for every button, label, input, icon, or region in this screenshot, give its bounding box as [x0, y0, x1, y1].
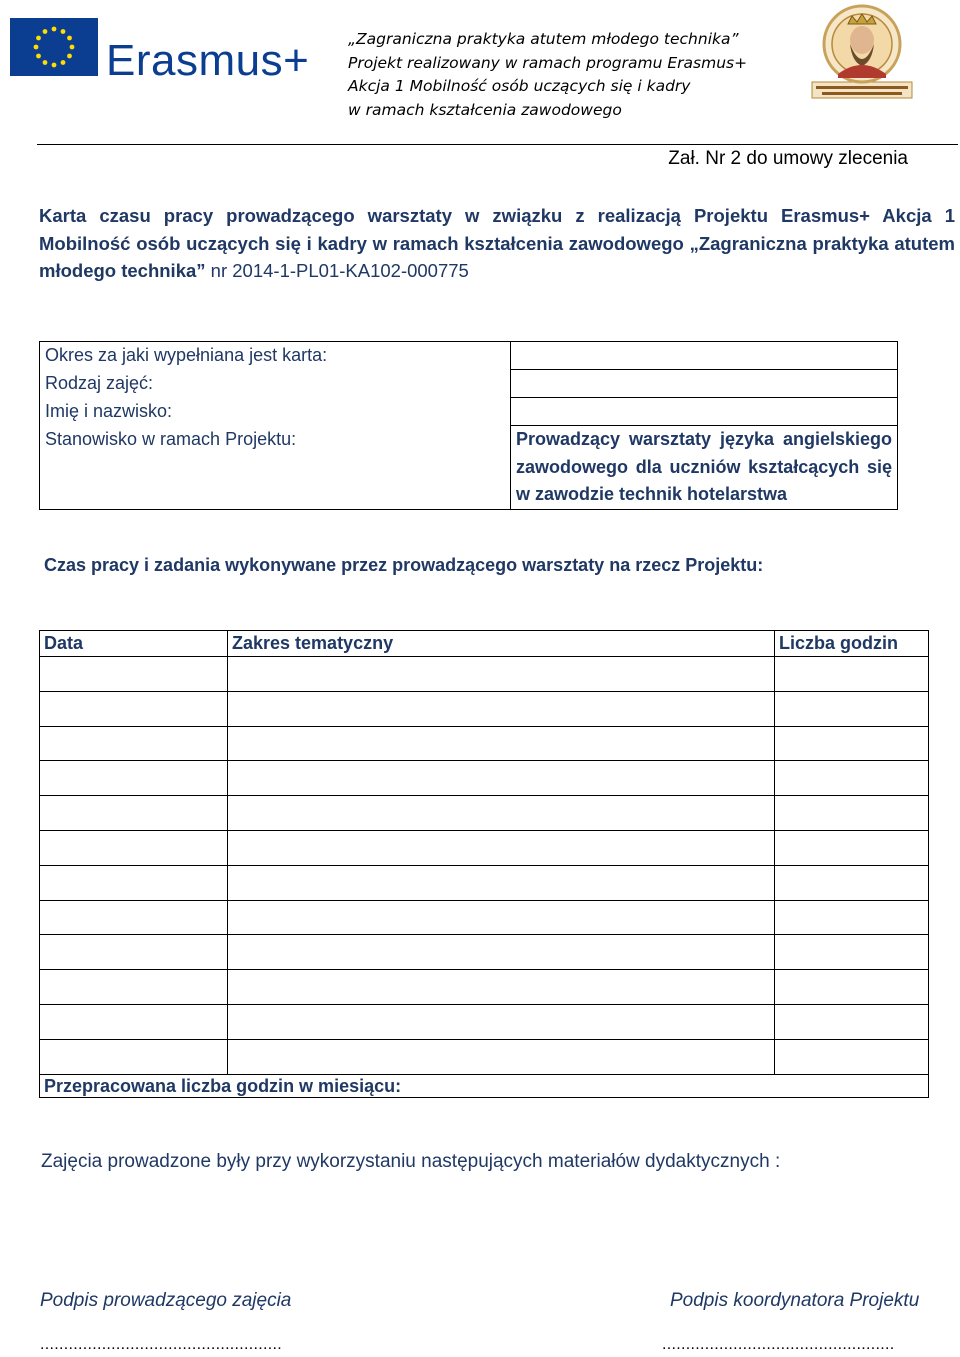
- date-cell[interactable]: [40, 970, 228, 1005]
- column-header-hours: Liczba godzin: [775, 631, 929, 657]
- hours-cell[interactable]: [775, 935, 929, 970]
- header-line: w ramach kształcenia zawodowego: [348, 100, 622, 119]
- period-label: Okres za jaki wypełniana jest karta:: [40, 342, 511, 370]
- document-title: [39, 202, 955, 285]
- date-cell[interactable]: [40, 1004, 228, 1039]
- hours-cell[interactable]: [775, 1004, 929, 1039]
- name-label: Imię i nazwisko:: [40, 398, 511, 426]
- signature-line-instructor[interactable]: ...................................................: [40, 1336, 283, 1353]
- date-cell[interactable]: [40, 796, 228, 831]
- hours-cell[interactable]: [775, 830, 929, 865]
- erasmus-logo-text: Erasmus+: [106, 36, 310, 85]
- hours-cell[interactable]: [775, 691, 929, 726]
- info-row-position: [40, 426, 898, 510]
- date-cell[interactable]: [40, 1039, 228, 1074]
- materials-label: Zajęcia prowadzone były przy wykorzystaniu następujących materiałów dydaktycznych :: [41, 1151, 781, 1172]
- title-bold: Karta czasu pracy prowadzącego warsztaty w związku z realizacją Projektu Erasmus+ Akcja 1 Mobilność osób uczących się i kadry w ramach kształcenia zawodowego „Zagraniczna praktyka atutem młodego technika”: [39, 205, 955, 281]
- topic-cell[interactable]: [228, 761, 775, 796]
- topic-cell[interactable]: [228, 1004, 775, 1039]
- table-row: [40, 830, 929, 865]
- topic-cell[interactable]: [228, 726, 775, 761]
- position-value: Prowadzący warsztaty języka angielskiego zawodowego dla uczniów kształcących się w zawodzie technik hotelarstwa: [511, 426, 898, 510]
- table-row: [40, 970, 929, 1005]
- table-row: [40, 1039, 929, 1074]
- topic-cell[interactable]: [228, 935, 775, 970]
- hours-cell[interactable]: [775, 970, 929, 1005]
- annex-label: Zał. Nr 2 do umowy zlecenia: [668, 148, 908, 169]
- date-cell[interactable]: [40, 830, 228, 865]
- school-seal-portrait-icon: [808, 2, 916, 102]
- table-row: [40, 935, 929, 970]
- topic-cell[interactable]: [228, 970, 775, 1005]
- info-row-name: [40, 398, 898, 426]
- topic-cell[interactable]: [228, 1039, 775, 1074]
- table-row: [40, 865, 929, 900]
- date-cell[interactable]: [40, 761, 228, 796]
- table-row: [40, 761, 929, 796]
- project-header: [348, 28, 768, 122]
- topic-cell[interactable]: [228, 865, 775, 900]
- eu-flag-icon: [10, 18, 98, 76]
- title-number: nr 2014-1-PL01-KA102-000775: [210, 260, 469, 281]
- work-log-table: [39, 630, 929, 1098]
- topic-cell[interactable]: [228, 657, 775, 692]
- topic-cell[interactable]: [228, 900, 775, 935]
- period-field[interactable]: [511, 342, 898, 370]
- total-row: [40, 1074, 929, 1097]
- topic-cell[interactable]: [228, 691, 775, 726]
- date-cell[interactable]: [40, 900, 228, 935]
- header-line: „Zagraniczna praktyka atutem młodego technika”: [348, 30, 739, 48]
- info-row-period: [40, 342, 898, 370]
- topic-cell[interactable]: [228, 830, 775, 865]
- hours-cell[interactable]: [775, 1039, 929, 1074]
- date-cell[interactable]: [40, 865, 228, 900]
- column-header-date: Data: [40, 631, 228, 657]
- total-hours-label: Przepracowana liczba godzin w miesiącu:: [40, 1074, 929, 1097]
- position-label: Stanowisko w ramach Projektu:: [40, 426, 511, 510]
- hours-cell[interactable]: [775, 900, 929, 935]
- hours-cell[interactable]: [775, 726, 929, 761]
- type-label: Rodzaj zajęć:: [40, 370, 511, 398]
- table-row: [40, 796, 929, 831]
- hours-cell[interactable]: [775, 865, 929, 900]
- signature-label-instructor: Podpis prowadzącego zajęcia: [40, 1290, 292, 1311]
- column-header-topic: Zakres tematyczny: [228, 631, 775, 657]
- table-row: [40, 726, 929, 761]
- topic-cell[interactable]: [228, 796, 775, 831]
- header-divider: [37, 144, 958, 145]
- type-field[interactable]: [511, 370, 898, 398]
- table-row: [40, 657, 929, 692]
- date-cell[interactable]: [40, 935, 228, 970]
- table-row: [40, 1004, 929, 1039]
- table-header-row: [40, 631, 929, 657]
- hours-cell[interactable]: [775, 657, 929, 692]
- table-row: [40, 900, 929, 935]
- date-cell[interactable]: [40, 657, 228, 692]
- header-line: Projekt realizowany w ramach programu Erasmus+: [348, 53, 748, 72]
- info-row-type: [40, 370, 898, 398]
- date-cell[interactable]: [40, 726, 228, 761]
- signature-line-coordinator[interactable]: .................................................: [662, 1336, 895, 1353]
- hours-cell[interactable]: [775, 796, 929, 831]
- section-title: Czas pracy i zadania wykonywane przez prowadzącego warsztaty na rzecz Projektu:: [44, 555, 764, 575]
- signature-label-coordinator: Podpis koordynatora Projektu: [670, 1290, 920, 1311]
- info-table: [39, 341, 898, 510]
- eu-stars-icon: [10, 18, 98, 76]
- name-field[interactable]: [511, 398, 898, 426]
- date-cell[interactable]: [40, 691, 228, 726]
- header-line: Akcja 1 Mobilność osób uczących się i kadry: [348, 77, 691, 95]
- hours-cell[interactable]: [775, 761, 929, 796]
- table-row: [40, 691, 929, 726]
